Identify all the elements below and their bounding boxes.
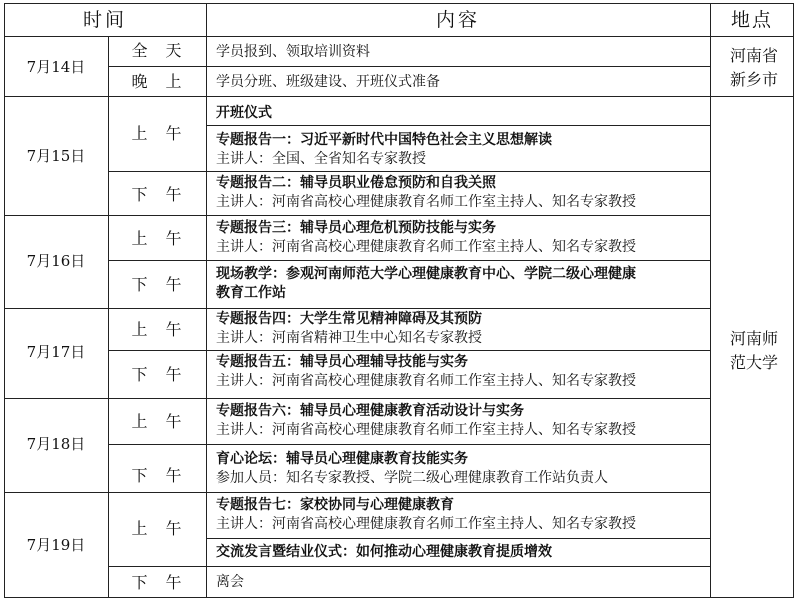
session-title: 专题报告三：辅导员心理危机预防技能与实务 (216, 220, 496, 236)
session-line: 离会 (216, 574, 244, 590)
period-cell: 上 午 (131, 229, 183, 248)
period-divider (108, 566, 710, 567)
column-divider (108, 36, 109, 598)
date-cell: 7月15日 (26, 147, 86, 165)
period-cell: 上 午 (131, 320, 183, 339)
session-title: 专题报告六：辅导员心理健康教育活动设计与实务 (216, 403, 524, 419)
period-divider (108, 444, 710, 445)
location-line: 新乡市 (729, 70, 778, 89)
session-title: 交流发言暨结业仪式：如何推动心理健康教育提质增效 (216, 544, 552, 560)
day-divider (4, 308, 710, 309)
day-divider (4, 398, 710, 399)
session-speaker: 主讲人：河南省高校心理健康教育名师工作室主持人、知名专家教授 (216, 516, 636, 532)
period-divider (108, 171, 710, 172)
session-title: 专题报告五：辅导员心理辅导技能与实务 (216, 354, 468, 370)
period-cell: 下 午 (131, 573, 183, 592)
location-line: 河南师 (729, 329, 778, 348)
session-title: 教育工作站 (216, 285, 286, 301)
session-speaker: 主讲人：河南省高校心理健康教育名师工作室主持人、知名专家教授 (216, 239, 636, 255)
session-speaker: 主讲人：河南省高校心理健康教育名师工作室主持人、知名专家教授 (216, 422, 636, 438)
day-divider (4, 96, 794, 97)
session-title: 开班仪式 (216, 105, 272, 121)
period-cell: 上 午 (131, 124, 183, 143)
session-divider (206, 125, 710, 126)
header-content: 内容 (435, 9, 480, 31)
session-title: 专题报告二：辅导员职业倦怠预防和自我关照 (216, 175, 496, 191)
date-cell: 7月19日 (26, 536, 86, 554)
schedule-table (4, 3, 794, 599)
session-title: 专题报告四：大学生常见精神障碍及其预防 (216, 311, 482, 327)
session-speaker: 主讲人：河南省高校心理健康教育名师工作室主持人、知名专家教授 (216, 194, 636, 210)
period-cell: 上 午 (131, 519, 183, 538)
session-title: 育心论坛：辅导员心理健康教育技能实务 (216, 451, 468, 467)
period-divider (108, 260, 710, 261)
session-title: 专题报告一：习近平新时代中国特色社会主义思想解读 (216, 132, 552, 148)
period-cell: 下 午 (131, 466, 183, 485)
table-border-bottom (4, 597, 794, 598)
session-line: 学员报到、领取培训资料 (216, 44, 370, 60)
session-line: 学员分班、班级建设、开班仪式准备 (216, 74, 440, 90)
table-border-right (793, 3, 794, 598)
date-cell: 7月14日 (26, 58, 86, 76)
header-time: 时间 (82, 9, 127, 31)
session-speaker: 主讲人：河南省高校心理健康教育名师工作室主持人、知名专家教授 (216, 373, 636, 389)
session-title: 专题报告七：家校协同与心理健康教育 (216, 497, 454, 513)
date-cell: 7月18日 (26, 435, 86, 453)
session-divider (206, 538, 710, 539)
session-speaker: 主讲人：全国、全省知名专家教授 (216, 151, 426, 167)
location-line: 河南省 (729, 46, 778, 65)
period-divider (108, 350, 710, 351)
session-speaker: 主讲人：河南省精神卫生中心知名专家教授 (216, 330, 482, 346)
period-divider (108, 66, 710, 67)
period-cell: 下 午 (131, 365, 183, 384)
table-border-top (4, 3, 794, 4)
date-cell: 7月17日 (26, 343, 86, 361)
day-divider (4, 215, 710, 216)
period-cell: 上 午 (131, 412, 183, 431)
column-divider (206, 3, 207, 598)
period-cell: 下 午 (131, 185, 183, 204)
period-cell: 全 天 (131, 41, 183, 60)
header-divider (4, 36, 794, 37)
column-divider (710, 3, 711, 598)
session-title: 现场教学：参观河南师范大学心理健康教育中心、学院二级心理健康 (216, 266, 636, 282)
date-cell: 7月16日 (26, 252, 86, 270)
day-divider (4, 492, 710, 493)
location-line: 范大学 (729, 353, 778, 372)
table-border-left (4, 3, 5, 598)
session-speaker: 参加人员：知名专家教授、学院二级心理健康教育工作站负责人 (216, 470, 608, 486)
header-location: 地点 (730, 9, 773, 31)
period-cell: 晚 上 (131, 72, 183, 91)
period-cell: 下 午 (131, 275, 183, 294)
